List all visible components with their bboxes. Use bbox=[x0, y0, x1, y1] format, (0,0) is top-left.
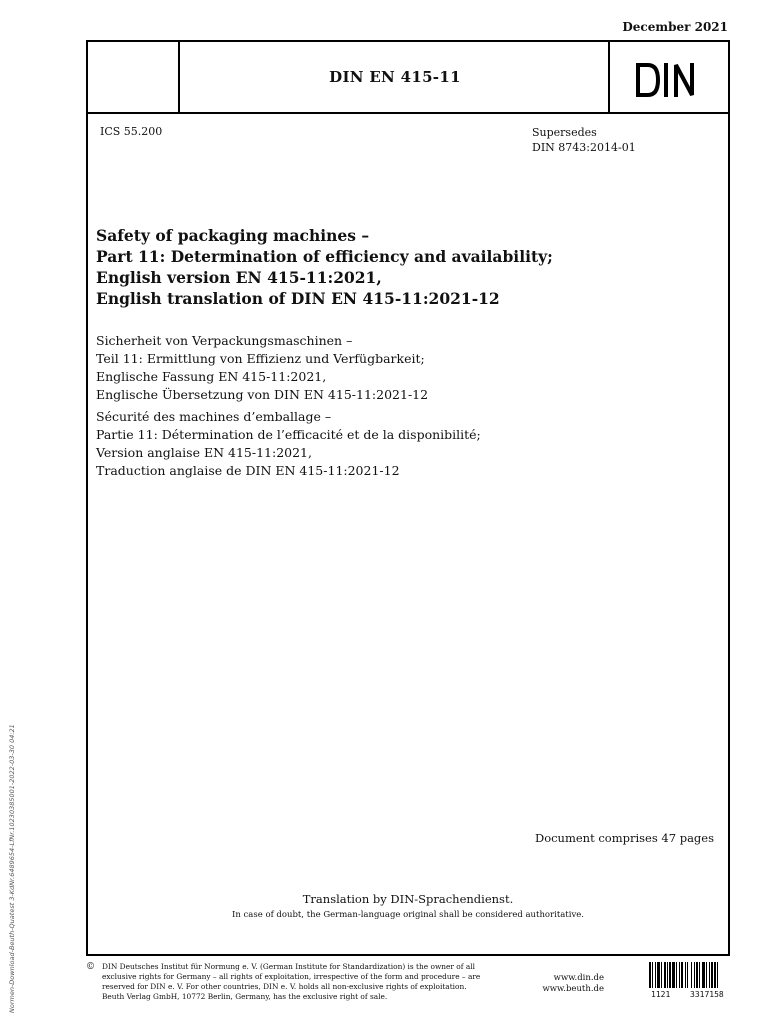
notice-line: exclusive rights for Germany – all rights of exploitation, irrespective of the form and procedure – are bbox=[102, 972, 481, 981]
barcode-bar bbox=[717, 962, 718, 988]
barcode-bar bbox=[711, 962, 713, 988]
din-logo bbox=[636, 62, 698, 98]
title-german bbox=[96, 332, 716, 404]
barcode-bar bbox=[652, 962, 653, 988]
barcode-bar bbox=[679, 962, 680, 988]
authoritative-note: In case of doubt, the German-language original shall be considered authoritative. bbox=[232, 910, 584, 920]
barcode-bar bbox=[676, 962, 677, 988]
barcode-bar bbox=[657, 962, 660, 988]
logo-cell bbox=[608, 42, 728, 112]
barcode-bar bbox=[649, 962, 651, 988]
barcode-bar bbox=[685, 962, 686, 988]
title-english bbox=[96, 225, 716, 309]
notice-line: reserved for DIN e. V. For other countries, DIN e. V. holds all non-exclusive rights of exploitation. bbox=[102, 982, 467, 991]
website-din[interactable]: www.din.de bbox=[553, 973, 604, 983]
translation-note: Translation by DIN-Sprachendienst. bbox=[302, 892, 514, 906]
barcode-bar bbox=[669, 962, 671, 988]
issue-date: December 2021 bbox=[622, 20, 728, 34]
website-beuth[interactable]: www.beuth.de bbox=[542, 984, 604, 994]
title-de-line: Englische Übersetzung von DIN EN 415-11:2021-12 bbox=[96, 387, 429, 402]
header-left-cell bbox=[88, 42, 180, 112]
barcode-number-left: 1121 bbox=[651, 990, 671, 999]
barcode-bar bbox=[661, 962, 662, 988]
ics-code: ICS 55.200 bbox=[100, 125, 163, 138]
barcode bbox=[648, 962, 730, 990]
notice-line: DIN Deutsches Institut für Normung e. V. (German Institute for Standardization) is the owner of all bbox=[102, 962, 475, 971]
page-count: Document comprises 47 pages bbox=[534, 831, 714, 845]
title-en-line: English version EN 415-11:2021, bbox=[96, 268, 382, 287]
barcode-bar bbox=[702, 962, 705, 988]
supersedes-value: DIN 8743:2014-01 bbox=[532, 141, 636, 154]
title-fr-line: Traduction anglaise de DIN EN 415-11:2021-12 bbox=[96, 463, 400, 478]
standard-number: DIN EN 415-11 bbox=[329, 68, 461, 86]
title-fr-line: Version anglaise EN 415-11:2021, bbox=[96, 445, 312, 460]
copyright-notice bbox=[102, 962, 502, 1002]
title-fr-line: Sécurité des machines d’emballage – bbox=[96, 409, 332, 424]
barcode-bar bbox=[681, 962, 683, 988]
title-en-line: Part 11: Determination of efficiency and availability; bbox=[96, 247, 553, 266]
barcode-bar bbox=[714, 962, 716, 988]
notice-line: Beuth Verlag GmbH, 10772 Berlin, Germany, has the exclusive right of sale. bbox=[102, 992, 388, 1001]
barcode-bar bbox=[694, 962, 695, 988]
supersedes-label: Supersedes bbox=[532, 126, 597, 139]
barcode-bar bbox=[696, 962, 698, 988]
cover-frame bbox=[86, 40, 730, 956]
barcode-number-right: 3317158 bbox=[690, 990, 724, 999]
title-en-line: Safety of packaging machines – bbox=[96, 226, 370, 245]
barcode-bar bbox=[672, 962, 675, 988]
side-download-stamp: Normen-Download-Beuth-Quatest 3-KdNr.6489654-LfNr.10230385001-2022-03-30 04:21 bbox=[8, 724, 16, 1013]
barcode-bar bbox=[691, 962, 692, 988]
supersedes-block bbox=[532, 125, 636, 155]
title-en-line: English translation of DIN EN 415-11:2021-12 bbox=[96, 289, 500, 308]
title-french bbox=[96, 408, 716, 480]
barcode-bar bbox=[687, 962, 688, 988]
title-de-line: Englische Fassung EN 415-11:2021, bbox=[96, 369, 327, 384]
title-de-line: Teil 11: Ermittlung von Effizienz und Verfügbarkeit; bbox=[96, 351, 425, 366]
barcode-bar bbox=[667, 962, 668, 988]
logo-text: DIN bbox=[636, 62, 639, 63]
barcode-bar bbox=[706, 962, 707, 988]
barcode-bar bbox=[664, 962, 666, 988]
copyright-symbol: © bbox=[86, 962, 95, 972]
title-de-line: Sicherheit von Verpackungsmaschinen – bbox=[96, 333, 353, 348]
barcode-bar bbox=[655, 962, 656, 988]
header-row bbox=[88, 42, 728, 114]
barcode-bar bbox=[709, 962, 710, 988]
barcode-bar bbox=[699, 962, 700, 988]
title-fr-line: Partie 11: Détermination de l’efficacité et de la disponibilité; bbox=[96, 427, 481, 442]
websites bbox=[520, 973, 604, 995]
